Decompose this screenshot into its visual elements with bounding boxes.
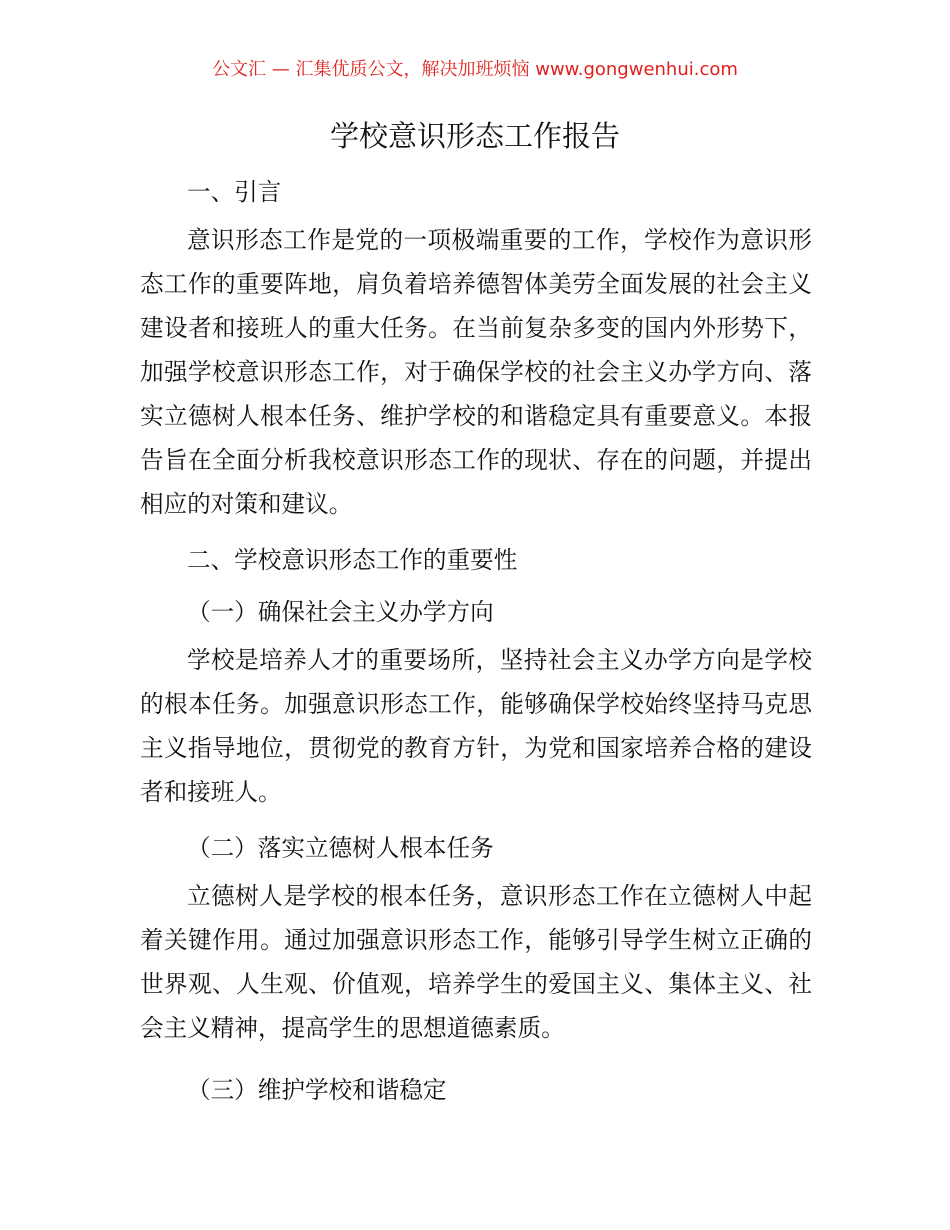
document-title: 学校意识形态工作报告	[329, 119, 620, 153]
subsection-heading-harmony-stability: （三）维护学校和谐稳定	[187, 1076, 447, 1104]
paragraph-introduction: 意识形态工作是党的一项极端重要的工作，学校作为意识形态工作的重要阵地，肩负着培养德智体美劳全面发展的社会主义建设者和接班人的重大任务。在当前复杂多变的国内外形势下，加强学校意识形态工作，对于确保学校的社会主义办学方向、落实立德树人根本任务、维护学校的和谐稳定具有重要意义。本报告旨在全面分析我校意识形态工作的现状、存在的问题，并提出相应的对策和建议。	[140, 226, 812, 518]
section-heading-introduction: 一、引言	[187, 178, 282, 206]
paragraph-moral-education: 立德树人是学校的根本任务，意识形态工作在立德树人中起着关键作用。通过加强意识形态工作，能够引导学生树立正确的世界观、人生观、价值观，培养学生的爱国主义、集体主义、社会主义精神，提高学生的思想道德素质。	[140, 882, 812, 1042]
section-heading-importance: 二、学校意识形态工作的重要性	[187, 546, 518, 574]
subsection-heading-socialist-direction: （一）确保社会主义办学方向	[187, 598, 494, 626]
subsection-heading-moral-education: （二）落实立德树人根本任务	[187, 834, 494, 862]
site-banner: 公文汇 — 汇集优质公文，解决加班烦恼 www.gongwenhui.com	[212, 59, 738, 80]
paragraph-socialist-direction: 学校是培养人才的重要场所，坚持社会主义办学方向是学校的根本任务。加强意识形态工作，能够确保学校始终坚持马克思主义指导地位，贯彻党的教育方针，为党和国家培养合格的建设者和接班人。	[140, 646, 812, 806]
document-body	[140, 166, 812, 1116]
